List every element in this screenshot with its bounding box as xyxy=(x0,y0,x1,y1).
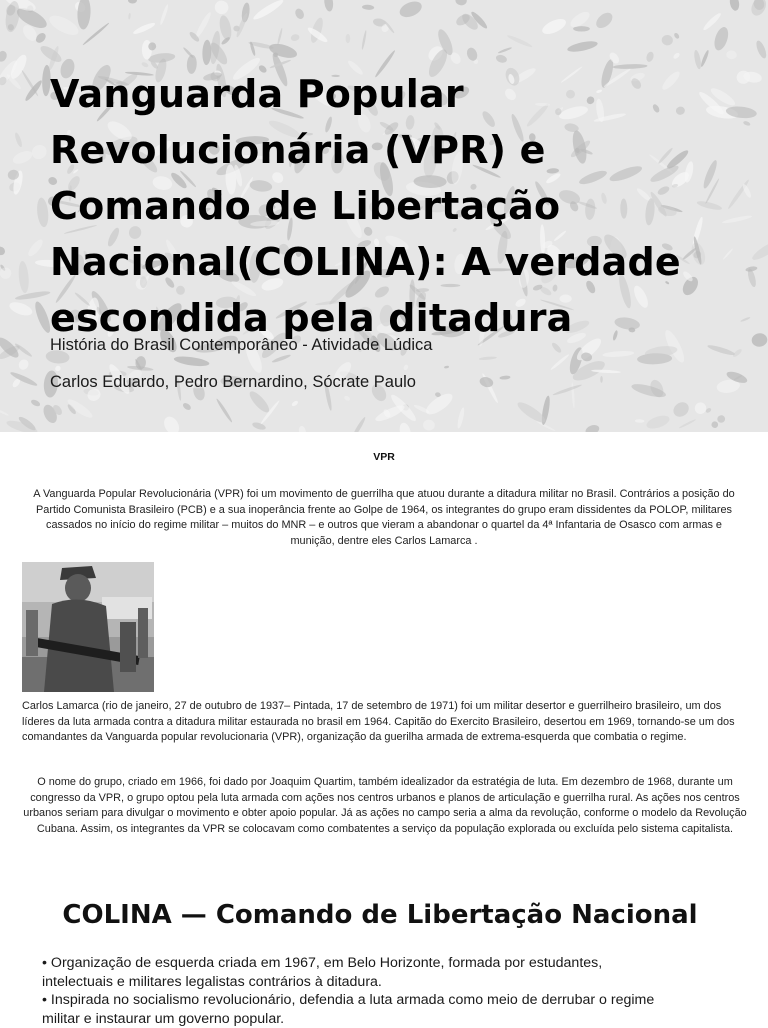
page-subtitle: História do Brasil Contemporâneo - Atividade Lúdica xyxy=(50,336,433,354)
vpr-section-heading: VPR xyxy=(373,451,395,463)
lamarca-bio-paragraph: Carlos Lamarca (rio de janeiro, 27 de outubro de 1937– Pintada, 17 de setembro de 1971) foi um militar desertor e guerrilheiro brasileiro, um dos líderes da luta armada contra a ditadura militar estaurada no brasil em 1964. Capitão do Exercito Brasileiro, desertou em 1969, tornando-se um dos comandantes da Vanguarda popular revolucionaria (VPR), organização da guerilha armada de extrema-esquerda que combatia o regime. xyxy=(22,700,735,743)
lamarca-photo xyxy=(22,562,154,692)
authors-line: Carlos Eduardo, Pedro Bernardino, Sócrate Paulo xyxy=(50,373,416,391)
vpr-intro-paragraph: A Vanguarda Popular Revolucionária (VPR) foi um movimento de guerrilha que atuou durante a ditadura militar no Brasil. Contrários a posição do Partido Comunista Brasileiro (PCB) e a sua inoperância frente ao Golpe de 1964, os integrantes do grupo eram dissidentes da POLOP, militares cassados no início do regime militar – muitos do MNR – e outros que vieram a abandonar o quartel da 4ª Infantaria de Osasco com armas e munição, dentre eles Carlos Lamarca . xyxy=(33,488,735,547)
list-item: • Organização de esquerda criada em 1967, em Belo Horizonte, formada por estudantes, intelectuais e militares legalistas contrários à ditadura. xyxy=(42,954,662,991)
vpr-history-paragraph: O nome do grupo, criado em 1966, foi dado por Joaquim Quartim, também idealizador da estratégia de luta. Em dezembro de 1968, durante um congresso da VPR, o grupo optou pela luta armada com ações nos centros urbanos e planos de articulação e guerrilha rural. As ações nos centros urbanos seriam para divulgar o movimento e obter apoio popular. Já as ações no campo seria a alma da revolução, conforme o modelo da Revolução Cubana. Assim, os integrantes da VPR se colocavam como combatentes a serviço da população explorada ou excluída pelo sistema capitalista. xyxy=(23,776,747,835)
colina-bullet-list xyxy=(42,954,662,1028)
hero-banner xyxy=(0,0,768,432)
page-title: Vanguarda Popular Revolucionária (VPR) e Comando de Libertação Nacional(COLINA): A verdade escondida pela ditadura xyxy=(50,72,681,340)
colina-section-title: COLINA — Comando de Libertação Nacional xyxy=(62,900,698,930)
list-item: • Inspirada no socialismo revolucionário, defendia a luta armada como meio de derrubar o regime militar e instaurar um governo popular. xyxy=(42,991,662,1028)
